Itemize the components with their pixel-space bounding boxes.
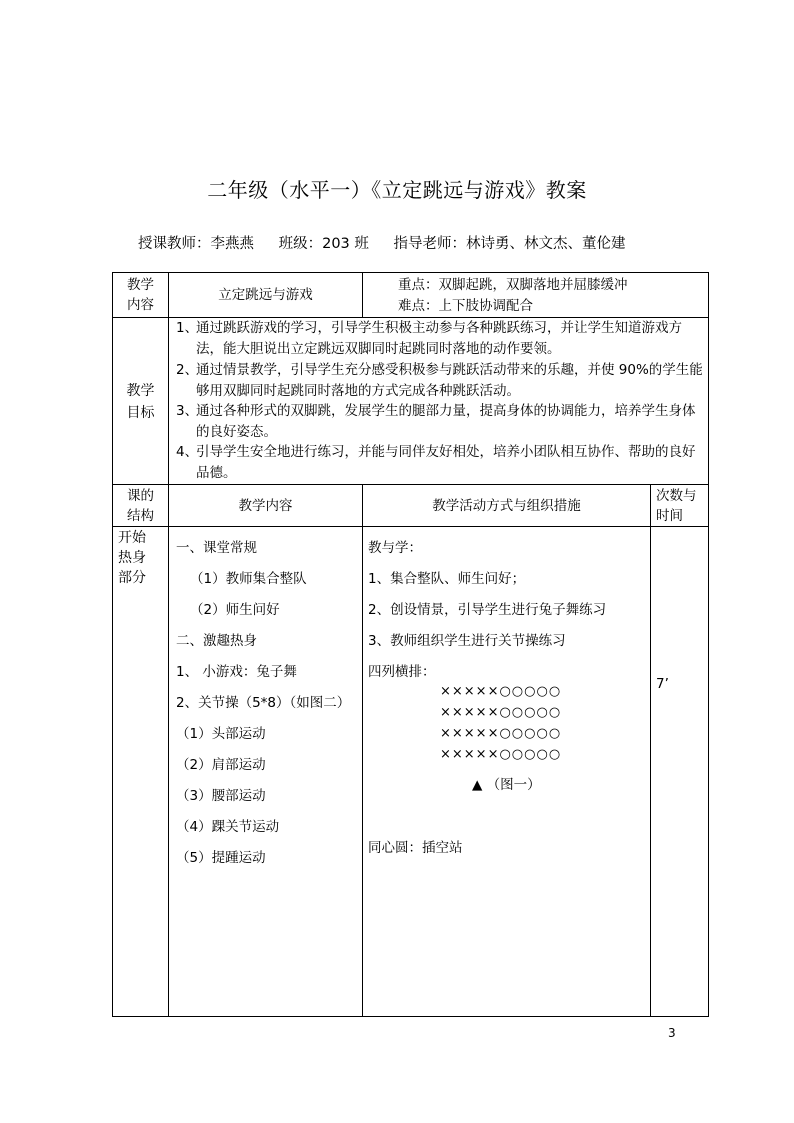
formation-row: ×××××○○○○○ — [440, 726, 562, 741]
method-item: 3、教师组织学生进行关节操练习 — [368, 633, 566, 649]
content-header: 教学内容 — [238, 498, 293, 514]
page-title: 二年级（水平一）《立定跳远与游戏》教案 — [207, 178, 587, 202]
table-divider-2 — [112, 484, 709, 485]
objective-item — [176, 318, 704, 360]
objective-item — [176, 401, 704, 443]
table-col-1 — [168, 272, 169, 1016]
class-name: 班级：203 班 — [278, 236, 369, 252]
content-item: 1、 小游戏：兔子舞 — [176, 664, 297, 680]
objective-number: 2、 — [176, 362, 199, 378]
content-item: （1）头部运动 — [176, 726, 266, 742]
method-item: 教与学： — [368, 540, 422, 556]
objective-number: 3、 — [176, 403, 199, 419]
objective-text: 通过情景教学，引导学生充分感受积极参与跳跃活动带来的乐趣，并使 90%的学生能够用双脚同时起跳同时落地的方式完成各种跳跃活动。 — [196, 362, 703, 399]
structure-header-line1: 课的 — [127, 488, 154, 504]
objective-number: 4、 — [176, 444, 199, 460]
objectives-label-line2: 目标 — [126, 405, 155, 421]
formation-row: ×××××○○○○○ — [440, 684, 562, 699]
method-item: 1、集合整队、师生问好； — [368, 571, 526, 587]
objective-text: 引导学生安全地进行练习，并能与同伴友好相处，培养小团队相互协作、帮助的良好品德。 — [196, 444, 696, 481]
content-item: 一、课堂常规 — [176, 540, 257, 556]
table-border-right — [708, 272, 709, 1016]
lesson-content: 立定跳远与游戏 — [218, 287, 313, 303]
method-item: 四列横排： — [368, 664, 436, 680]
structure-header-line2: 结构 — [127, 508, 154, 524]
formation-caption: ▲ （图一） — [472, 777, 541, 793]
content-item: （2）师生问好 — [190, 602, 280, 618]
content-item: （1）教师集合整队 — [190, 571, 307, 587]
methods-header: 教学活动方式与组织措施 — [432, 498, 581, 514]
objective-item — [176, 442, 704, 484]
teacher-name: 授课教师：李燕燕 — [138, 236, 254, 252]
method-item: 2、创设情景，引导学生进行兔子舞练习 — [368, 602, 607, 618]
objective-item — [176, 360, 704, 402]
formation-row: ×××××○○○○○ — [440, 747, 562, 762]
objective-text: 通过跳跃游戏的学习，引导学生积极主动参与各种跳跃练习，并让学生知道游戏方法，能大胆说出立定跳远双脚同时起跳同时落地的动作要领。 — [196, 320, 682, 357]
time-header-line2: 时间 — [656, 508, 683, 524]
time-header — [656, 486, 697, 526]
difficulty: 难点：上下肢协调配合 — [398, 298, 533, 314]
section-label-line2: 热身 — [118, 550, 146, 566]
key-point: 重点：双脚起跳，双脚落地并屈膝缓冲 — [398, 277, 628, 293]
objective-text: 通过各种形式的双脚跳，发展学生的腿部力量，提高身体的协调能力，培养学生身体的良好姿态。 — [196, 403, 696, 440]
page-number: 3 — [668, 1026, 676, 1040]
content-label-line1: 教学 — [127, 277, 154, 293]
content-item: 二、激趣热身 — [176, 633, 257, 649]
content-item: （4）踝关节运动 — [176, 819, 280, 835]
advisor-names: 指导老师：林诗勇、林文杰、董伦建 — [393, 236, 626, 252]
table-col-2a — [362, 272, 363, 317]
table-border-bottom — [112, 1016, 709, 1017]
content-label — [113, 275, 168, 315]
section-label-line3: 部分 — [118, 570, 146, 586]
table-divider-3 — [112, 526, 709, 527]
lesson-info — [138, 232, 646, 253]
section-label — [118, 528, 146, 588]
table-col-2b — [362, 484, 363, 1016]
structure-header — [113, 486, 168, 526]
objectives-label-line1: 教学 — [126, 383, 155, 399]
circle-formation: 同心圆：插空站 — [368, 840, 463, 856]
content-item: 2、关节操（5*8）（如图二） — [176, 695, 351, 711]
objectives-label — [113, 380, 168, 424]
table-border-top — [112, 272, 709, 273]
formation-row: ×××××○○○○○ — [440, 705, 562, 720]
content-item: （2）肩部运动 — [176, 757, 266, 773]
content-label-line2: 内容 — [127, 297, 154, 313]
section-label-line1: 开始 — [118, 530, 146, 546]
content-item: （3）腰部运动 — [176, 788, 266, 804]
objective-number: 1、 — [176, 320, 199, 336]
time-header-line1: 次数与 — [656, 488, 697, 504]
content-item: （5）提踵运动 — [176, 850, 266, 866]
section-time: 7’ — [656, 676, 669, 692]
table-col-3 — [650, 484, 651, 1016]
